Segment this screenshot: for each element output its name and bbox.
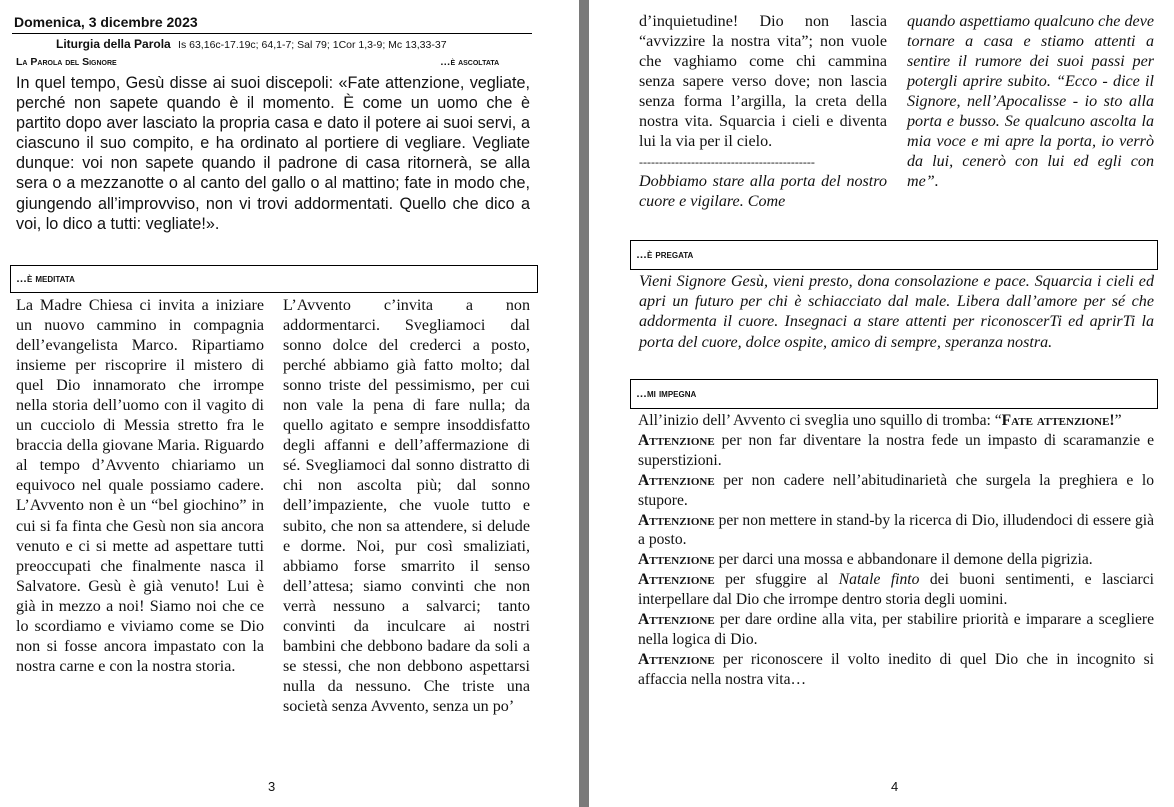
impegna-header: [630, 379, 1158, 409]
attenzione-word: Attenzione: [638, 611, 715, 629]
impegno-text: per dare ordine alla vita, per stabilire priorità e imparare a scegliere nella logica di Dio.: [638, 611, 1154, 648]
impegno-text: per non mettere in stand-by la ricerca di Dio, illudendoci di essere già a posto.: [638, 511, 1154, 549]
attenzione-word: Attenzione: [638, 471, 715, 489]
liturgia-title: Liturgia della Parola: [56, 37, 171, 51]
impegno-text: per riconoscere il volto inedito di quel Dio che in incognito si affaccia nella nostra vita…: [638, 650, 1154, 688]
header-divider: [12, 33, 532, 34]
page-date: Domenica, 3 dicembre 2023: [14, 14, 198, 30]
impegno-item: [638, 431, 1154, 471]
attenzione-word: Attenzione: [638, 571, 715, 589]
continuation-italic: Dobbiamo stare alla porta del nostro cuore e vigilare. Come: [639, 173, 887, 211]
parola-label: La Parola del Signore: [16, 56, 117, 68]
impegno-item: [638, 511, 1154, 551]
impegno-item: [638, 570, 1154, 610]
right-page: [589, 0, 1174, 807]
continuation-column-2: quando aspettiamo qualcuno che deve tornare a casa e stiamo attenti a sentire il rumore dei suoi passi per potergli aprire subito. “Ecco - dice il Signore, nell’Apocalisse - io sto alla porta e busso. Se qualcuno ascolta la mia voce e mi apre la porta, io verrò da lui, cenerò con lui ed egli con me”.: [907, 13, 1154, 191]
pregata-label: …è pregata: [636, 249, 694, 261]
impegna-intro-end: ”: [1114, 412, 1122, 429]
attenzione-word: Attenzione: [638, 431, 715, 449]
continuation-text: d’inquietudine! Dio non lascia “avvizzire la nostra vita”; non vuole che vaghiamo come chi cammina senza sapere verso dove; non lascia senza forma l’argilla, la creta della nostra vita. Squarcia i cieli e diventa lui la via per il cielo.: [639, 13, 887, 151]
liturgia-refs: Is 63,16c-17.19c; 64,1-7; Sal 79; 1Cor 1,3-9; Mc 13,33-37: [178, 39, 447, 51]
impegno-text: per darci una mossa e abbandonare il demone della pigrizia.: [714, 551, 1093, 569]
continuation-column-1: [639, 12, 887, 212]
page-number-right: 4: [891, 779, 899, 794]
liturgia-heading: [56, 37, 447, 51]
attenzione-word: Attenzione: [638, 650, 715, 668]
page-gutter: [579, 0, 589, 807]
left-page: [0, 0, 579, 807]
gospel-text: In quel tempo, Gesù disse ai suoi discepoli: «Fate attenzione, vegliate, perché non sapete quando è il momento. È come un uomo che è partito dopo aver lasciato la propria casa e dato il potere ai suoi servi, a ciascuno il suo compito, e ha ordinato al portiere di vegliare. Vegliate dunque: voi non sapete quando il padrone di casa ritornerà, se alla sera o a mezzanotte o al canto del gallo o al mattino; fate in modo che, giungendo all’improvviso, non vi trovi addormentati. Quello che dico a voi, lo dico a tutti: vegliate!».: [16, 74, 530, 233]
impegno-item: [638, 650, 1154, 690]
meditata-column-1: La Madre Chiesa ci invita a iniziare un nuovo cammino in compagnia dell’evangelista Marco. Ripartiamo insieme per riscoprire il mistero di quel Dio innamorato che irrompe nella storia dell’uomo con il vagito di un cucciolo di Messia stretto fra le braccia della giovane Maria. Riguardo al tempo d’Avvento chiariamo un equivoco nel quale possiamo cadere. L’Avvento non è un “bel giochino” in cui si fa finta che Gesù non sia ancora venuto e ci si mette ad aspettare tutti preoccupati che finalmente nasca il Salvatore. Gesù è già venuto! Lui è già in mezzo a noi! Siamo noi che ce lo scordiamo e viviamo come se Dio non si fosse ancora impastato con la nostra carne e con la nostra storia.: [16, 297, 264, 675]
separator-line: --------------------------------------------: [639, 155, 815, 170]
impegno-item: [638, 471, 1154, 511]
impegno-item: [638, 610, 1154, 650]
impegna-intro-text: All’inizio dell’ Avvento ci sveglia uno squillo di tromba: “: [638, 412, 1002, 429]
ascoltata-label: …è ascoltata: [440, 56, 500, 68]
impegna-intro: [638, 411, 1154, 431]
pregata-text: Vieni Signore Gesù, vieni presto, dona consolazione e pace. Squarcia i cieli ed apri un futuro per chi è schiacciato dal male. Libera dall’amore per sé che addormenta il cuore. Insegnaci a stare attenti per riconoscerTi ed aprirTi la porta del cuore, dolce ospite, amico di sempre, speranza nostra.: [639, 273, 1154, 351]
attenzione-word: Attenzione: [638, 511, 715, 529]
meditata-column-2: L’Avvento c’invita a non addormentarci. Svegliamoci dal sonno dolce del crederci a posto, perché abbiamo già fatto molto; dal sonno triste del pessimismo, per cui non vale la pena di fare nulla; da quello agitato e sempre insoddisfatto degli affanni e dell’affermazione di sé. Svegliamoci dal sonno distratto di chi non ascolta più; dal sonno dell’impaziente, che vuole tutto e subito, che non sa attendere, si delude e dorme. Noi, pur così smaliziati, abbiamo forse smarrito il senso dell’attesa; siamo convinti che non verrà nessuno a salvarci; tanto convinti da inculcare ai nostri bambini che debbono badare da soli a se stessi, che non debbono aspettarsi nulla da nessuno. Che triste una società senza Avvento, senza un po’: [283, 297, 530, 715]
impegna-label: …mi impegna: [636, 388, 697, 400]
impegno-text: per non far diventare la nostra fede un impasto di scaramanzie e superstizioni.: [638, 431, 1154, 469]
impegno-text: per non cadere nell’abitudinarietà che surgela la preghiera e lo stupore.: [638, 471, 1154, 509]
impegna-intro-bold: Fate attenzione!: [1001, 412, 1115, 429]
attenzione-word: Attenzione: [638, 551, 715, 569]
impegna-list: [638, 411, 1154, 690]
natale-finto-text: Natale finto: [838, 571, 920, 589]
meditata-label: …è meditata: [16, 273, 75, 285]
impegno-text: per sfuggire al: [714, 571, 839, 589]
impegno-item: [638, 550, 1154, 570]
pregata-header: [630, 240, 1158, 270]
impegno-text: dei buoni sentimenti, e lasciarci interpellare dal Dio che irrompe dentro storia degli uomini.: [638, 571, 1155, 609]
page-number-left: 3: [268, 779, 276, 794]
meditata-header: [10, 265, 538, 293]
